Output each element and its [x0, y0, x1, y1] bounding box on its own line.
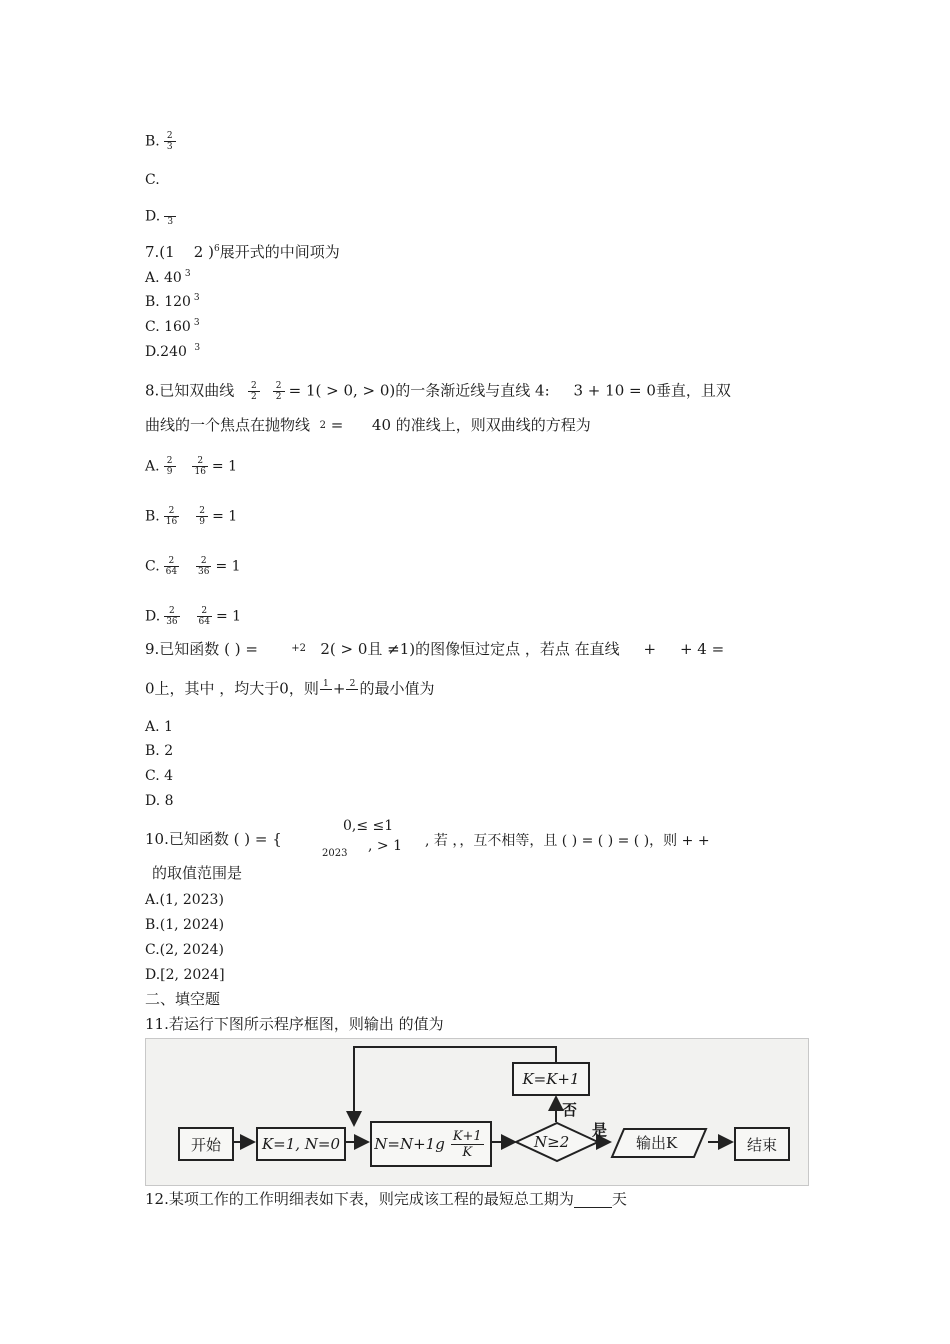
q7-option-a: A. 40 $^3$: [145, 269, 191, 286]
q10-stem: 10.已知函数 ( ) = {: [145, 830, 282, 848]
q10-piece2-base: 2023: [322, 848, 348, 859]
q7-stem: 7.(1 2 )$^6$展开式的中间项为: [145, 243, 340, 261]
q11-stem: 11.若运行下图所示程序框图，则输出 的值为: [145, 1015, 444, 1033]
q7-option-c: C. 160 $^3$: [145, 318, 200, 335]
flow-start-box: 开始: [178, 1127, 234, 1161]
q8-option-c: C. $\frac{2}{64}$ $\frac{2}{36}$ = 1: [145, 556, 241, 577]
q9-stem-line2: 0上，其中 ，均大于0，则 1 + 2 的最小值为: [145, 679, 435, 698]
q6-option-c: C.: [145, 172, 160, 188]
q10-option-a: A.(1, 2023): [145, 892, 224, 908]
q8-option-d: D. $\frac{2}{36}$ $\frac{2}{64}$ = 1: [145, 606, 242, 627]
q6-b-fraction: $\frac{2}{3}$: [164, 131, 176, 152]
q10-option-b: B.(1, 2024): [145, 917, 225, 933]
q7-option-b: B. 120 $^3$: [145, 293, 200, 310]
q10-stem-cont: , 若 ，，互不相等，且 ( ) = ( ) = ( )，则 + +: [425, 833, 710, 849]
flow-no-label: 否: [562, 1101, 578, 1119]
q12-stem: 12.某项工作的工作明细表如下表，则完成该工程的最短总工期为 天: [145, 1190, 627, 1208]
flow-end-box: 结束: [734, 1127, 790, 1161]
q6-option-b: B. $\frac{2}{3}$: [145, 131, 180, 152]
q9-option-c: C. 4: [145, 768, 174, 784]
q9-option-a: A. 1: [145, 719, 173, 735]
q9-stem-line1: 9.已知函数 ( ) = $^{+2}$ 2( > 0且 ≠1)的图像恒过定点 ，若点 在直线 + + 4 =: [145, 640, 725, 658]
flowchart: [145, 1038, 809, 1186]
q8-option-a: A. $\frac{2}{9}$ $\frac{2}{16}$ = 1: [145, 456, 238, 477]
flow-yes-label: 是: [592, 1121, 608, 1139]
section-heading: 二、填空题: [145, 990, 221, 1008]
q9-option-b: B. 2: [145, 743, 174, 759]
q10-piece2: , > 1: [368, 838, 402, 854]
q8-frac-y: $\frac{2}{2}$: [273, 381, 285, 402]
q10-option-c: C.(2, 2024): [145, 942, 225, 958]
q6-option-d: D. 3: [145, 206, 180, 227]
q8-stem-line2: 曲线的一个焦点在抛物线 2 = 40 的准线上，则双曲线的方程为: [145, 416, 591, 434]
flow-condition-label: N≥2: [534, 1133, 570, 1151]
q8-option-b: B. $\frac{2}{16}$ $\frac{2}{9}$ = 1: [145, 506, 238, 527]
flow-calc-box: N=N+1g $\frac{K+1}{K}$: [370, 1121, 492, 1167]
q9-option-d: D. 8: [145, 793, 174, 809]
flow-increment-box: K=K+1: [512, 1062, 590, 1096]
q10-stem-line2: 的取值范围是: [152, 864, 243, 882]
flow-output-label: 输出K: [636, 1134, 678, 1152]
q10-piece1: 0,≤ ≤1: [343, 818, 394, 834]
q12-answer-blank[interactable]: [574, 1193, 612, 1208]
q8-frac-x: $\frac{2}{2}$: [248, 381, 260, 402]
q6-d-fraction: 3: [164, 206, 176, 227]
q8-stem-line1: 8.已知双曲线 $\frac{2}{2}$ $\frac{2}{2}$ = 1( > 0, > 0)的一条渐近线与直线 4: 3 + 10 = 0垂直，且双: [145, 381, 731, 402]
q7-option-d: D.240 $^3$: [145, 343, 201, 360]
flow-init-box: K=1, N=0: [256, 1127, 346, 1161]
q10-option-d: D.[2, 2024]: [145, 967, 225, 983]
